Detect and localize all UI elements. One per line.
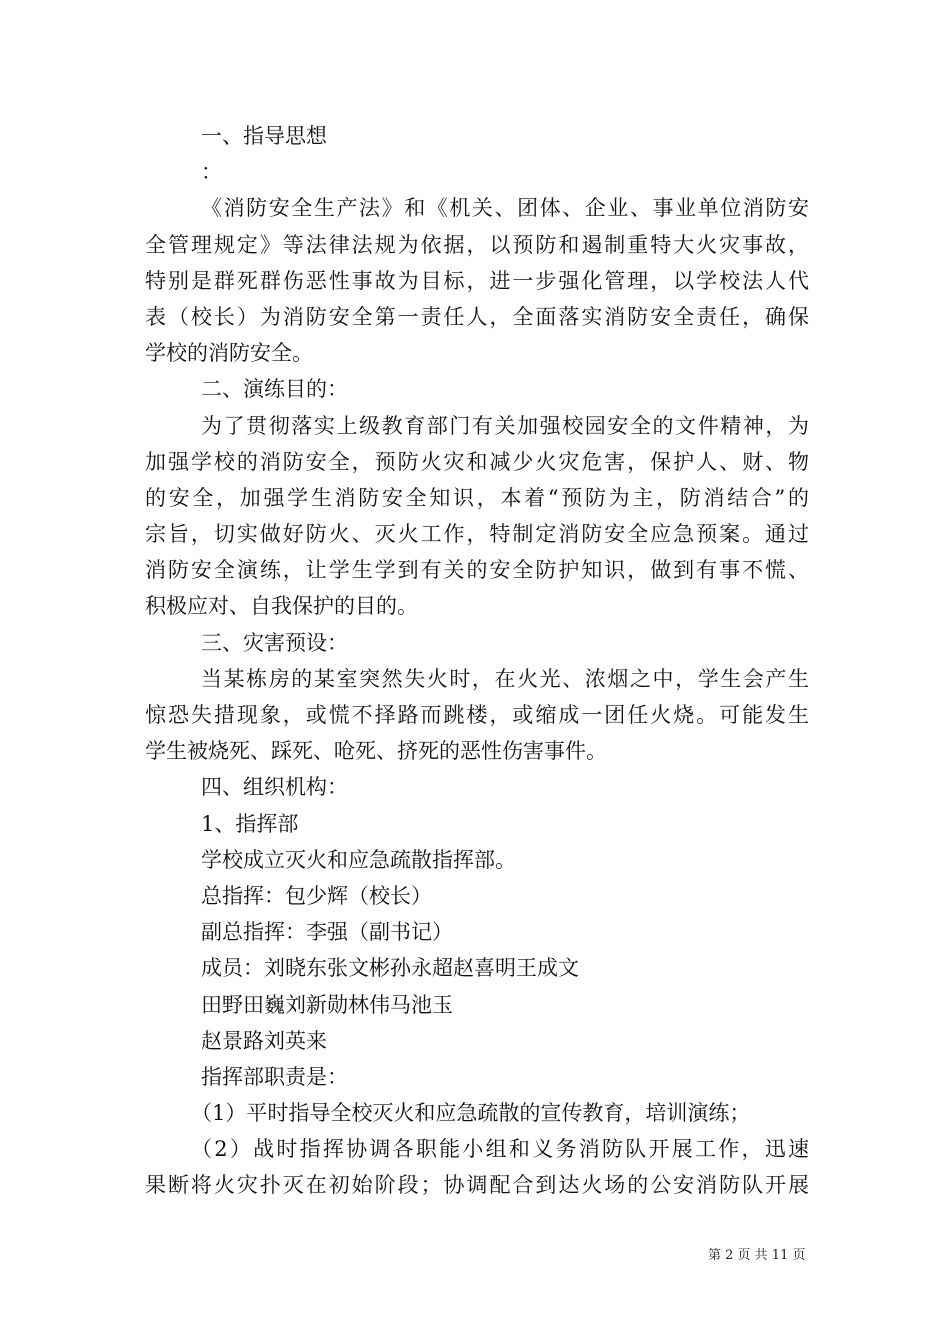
text-line: 二、演练目的： (201, 377, 348, 402)
text-line: ： (201, 160, 222, 185)
text-line: 全管理规定》等法律法规为依据，以预防和遏制重特大火灾事故， (145, 232, 809, 257)
text-line: （2）战时指挥协调各职能小组和义务消防队开展工作，迅速 (191, 1137, 809, 1162)
text-line: 一、指导思想 (201, 124, 327, 148)
text-line: 田野田巍刘新勋林伟马池玉 (201, 992, 453, 1017)
text-line: 表（校长）为消防安全第一责任人，全面落实消防安全责任，确保 (145, 304, 809, 329)
text-line: 惊恐失措现象，或慌不择路而跳楼，或缩成一团任火烧。可能发生 (145, 703, 809, 727)
text-line: 成员：刘晓东张文彬孙永超赵喜明王成文 (201, 956, 579, 981)
text-line: 学校的消防安全。 (145, 341, 313, 366)
text-line: 学校成立灭火和应急疏散指挥部。 (201, 847, 516, 872)
text-line: 四、组织机构： (201, 775, 348, 800)
text-line: 宗旨，切实做好防火、灭火工作，特制定消防安全应急预案。通过 (145, 522, 809, 547)
text-line: 1、指挥部 (201, 811, 299, 836)
text-line: 为了贯彻落实上级教育部门有关加强校园安全的文件精神，为 (201, 413, 809, 438)
document-body (145, 118, 809, 1204)
text-line: 副总指挥：李强（副书记） (201, 920, 453, 945)
text-line: 三、灾害预设： (201, 630, 348, 655)
text-line: 《消防安全生产法》和《机关、团体、企业、事业单位消防安 (201, 196, 809, 221)
text-line: 果断将火灾扑灭在初始阶段；协调配合到达火场的公安消防队开展 (145, 1173, 809, 1198)
text-line: 学生被烧死、踩死、呛死、挤死的恶性伤害事件。 (145, 739, 607, 764)
text-line: 的安全，加强学生消防安全知识，本着“预防为主，防消结合”的 (145, 485, 809, 510)
text-line: 当某栋房的某室突然失火时，在火光、浓烟之中，学生会产生 (201, 666, 809, 691)
text-line: 赵景路刘英来 (201, 1028, 327, 1053)
text-line: （1）平时指导全校灭火和应急疏散的宣传教育，培训演练； (191, 1101, 751, 1126)
text-line: 积极应对、自我保护的目的。 (145, 594, 418, 619)
text-line: 特别是群死群伤恶性事故为目标，进一步强化管理，以学校法人代 (145, 268, 809, 293)
text-line: 消防安全演练，让学生学到有关的安全防护知识，做到有事不慌、 (145, 558, 809, 583)
page-footer: 第 2 页 共 11 页 (708, 1248, 806, 1263)
text-line: 总指挥：包少辉（校长） (201, 883, 432, 908)
text-line: 指挥部职责是： (201, 1064, 348, 1089)
text-line: 加强学校的消防安全，预防火灾和减少火灾危害，保护人、财、物 (145, 449, 809, 474)
